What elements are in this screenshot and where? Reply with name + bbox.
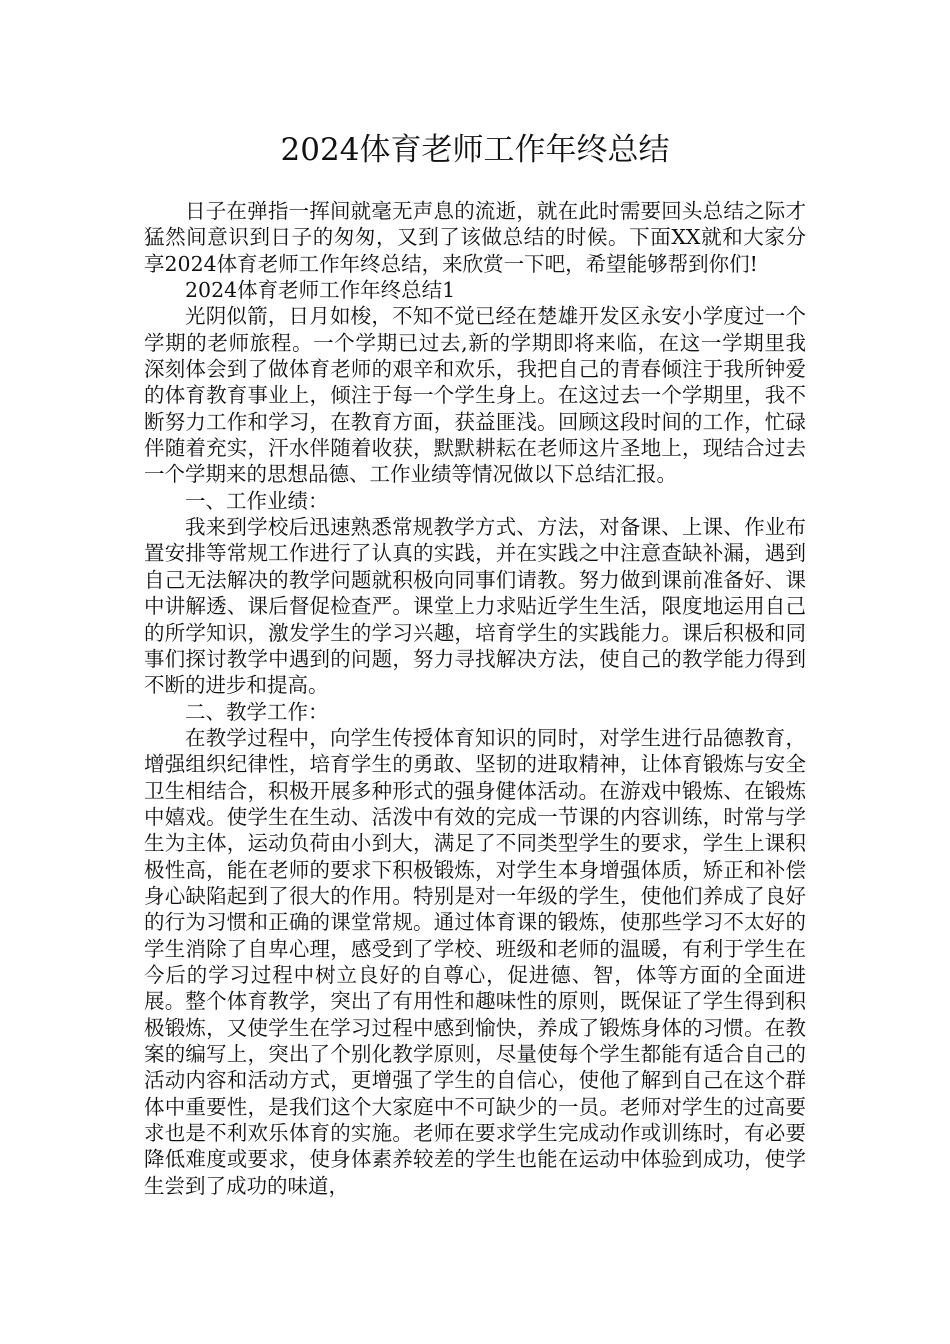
document-title: 2024体育老师工作年终总结 [280,132,670,168]
body-paragraph: 在教学过程中，向学生传授体育知识的同时，对学生进行品德教育，增强组织纪律性，培育学生的勇敢、坚韧的进取精神，让体育锻炼与安全卫生相结合，积极开展多种形式的强身健体活动。在游戏中锻炼、在锻炼中嬉戏。使学生在生动、活泼中有效的完成一节课的内容训练，时常与学生为主体，运动负荷由小到大，满足了不同类型学生的要求，学生上课积极性高，能在老师的要求下积极锻炼，对学生本身增强体质，矫正和补偿身心缺陷起到了很大的作用。特别是对一年级的学生，使他们养成了良好的行为习惯和正确的课堂常规。通过体育课的锻炼，使那些学习不太好的学生消除了自卑心理，感受到了学校、班级和老师的温暖，有利于学生在今后的学习过程中树立良好的自尊心，促进德、智，体等方面的全面进展。整个体育教学，突出了有用性和趣味性的原则，既保证了学生得到积极锻炼，又使学生在学习过程中感到愉快，养成了锻炼身体的习惯。在教案的编写上，突出了个别化教学原则，尽量使每个学生都能有适合自己的活动内容和活动方式，更增强了学生的自信心，使他了解到自己在这个群体中重要性，是我们这个大家庭中不可缺少的一员。老师对学生的过高要求也是不利欢乐体育的实施。老师在要求学生完成动作或训练时，有必要降低难度或要求，使身体素养较差的学生也能在运动中体验到成功，使学生尝到了成功的味道， [144,725,806,1198]
document-body [144,198,806,1199]
body-paragraph: 我来到学校后迅速熟悉常规教学方式、方法，对备课、上课、作业布置安排等常规工作进行了认真的实践，并在实践之中注意查缺补漏，遇到自己无法解决的教学问题就积极向同事们请教。努力做到课前准备好、课中讲解透、课后督促检查严。课堂上力求贴近学生生活，限度地运用自己的所学知识，激发学生的学习兴趣，培育学生的实践能力。课后积极和同事们探讨教学中遇到的问题，努力寻找解决方法，使自己的教学能力得到不断的进步和提高。 [144,515,806,698]
body-paragraph: 光阴似箭，日月如梭，不知不觉已经在楚雄开发区永安小学度过一个学期的老师旅程。一个学期已过去,新的学期即将来临，在这一学期里我深刻体会到了做体育老师的艰辛和欢乐，我把自己的青春倾注于我所钟爱的体育教育事业上，倾注于每一个学生身上。在这过去一个学期里，我不断努力工作和学习，在教育方面，获益匪浅。回顾这段时间的工作，忙碌伴随着充实，汗水伴随着收获，默默耕耘在老师这片圣地上，现结合过去一个学期来的思想品德、工作业绩等情况做以下总结汇报。 [144,304,806,487]
section-heading: 一、工作业绩： [185,488,329,513]
intro-paragraph: 日子在弹指一挥间就毫无声息的流逝，就在此时需要回头总结之际才猛然间意识到日子的匆匆，又到了该做总结的时候。下面XX就和大家分享2024体育老师工作年终总结，来欣赏一下吧，希望能够帮到你们! [144,199,806,276]
section-heading: 2024体育老师工作年终总结1 [185,278,456,303]
section-heading: 二、教学工作： [185,699,329,724]
